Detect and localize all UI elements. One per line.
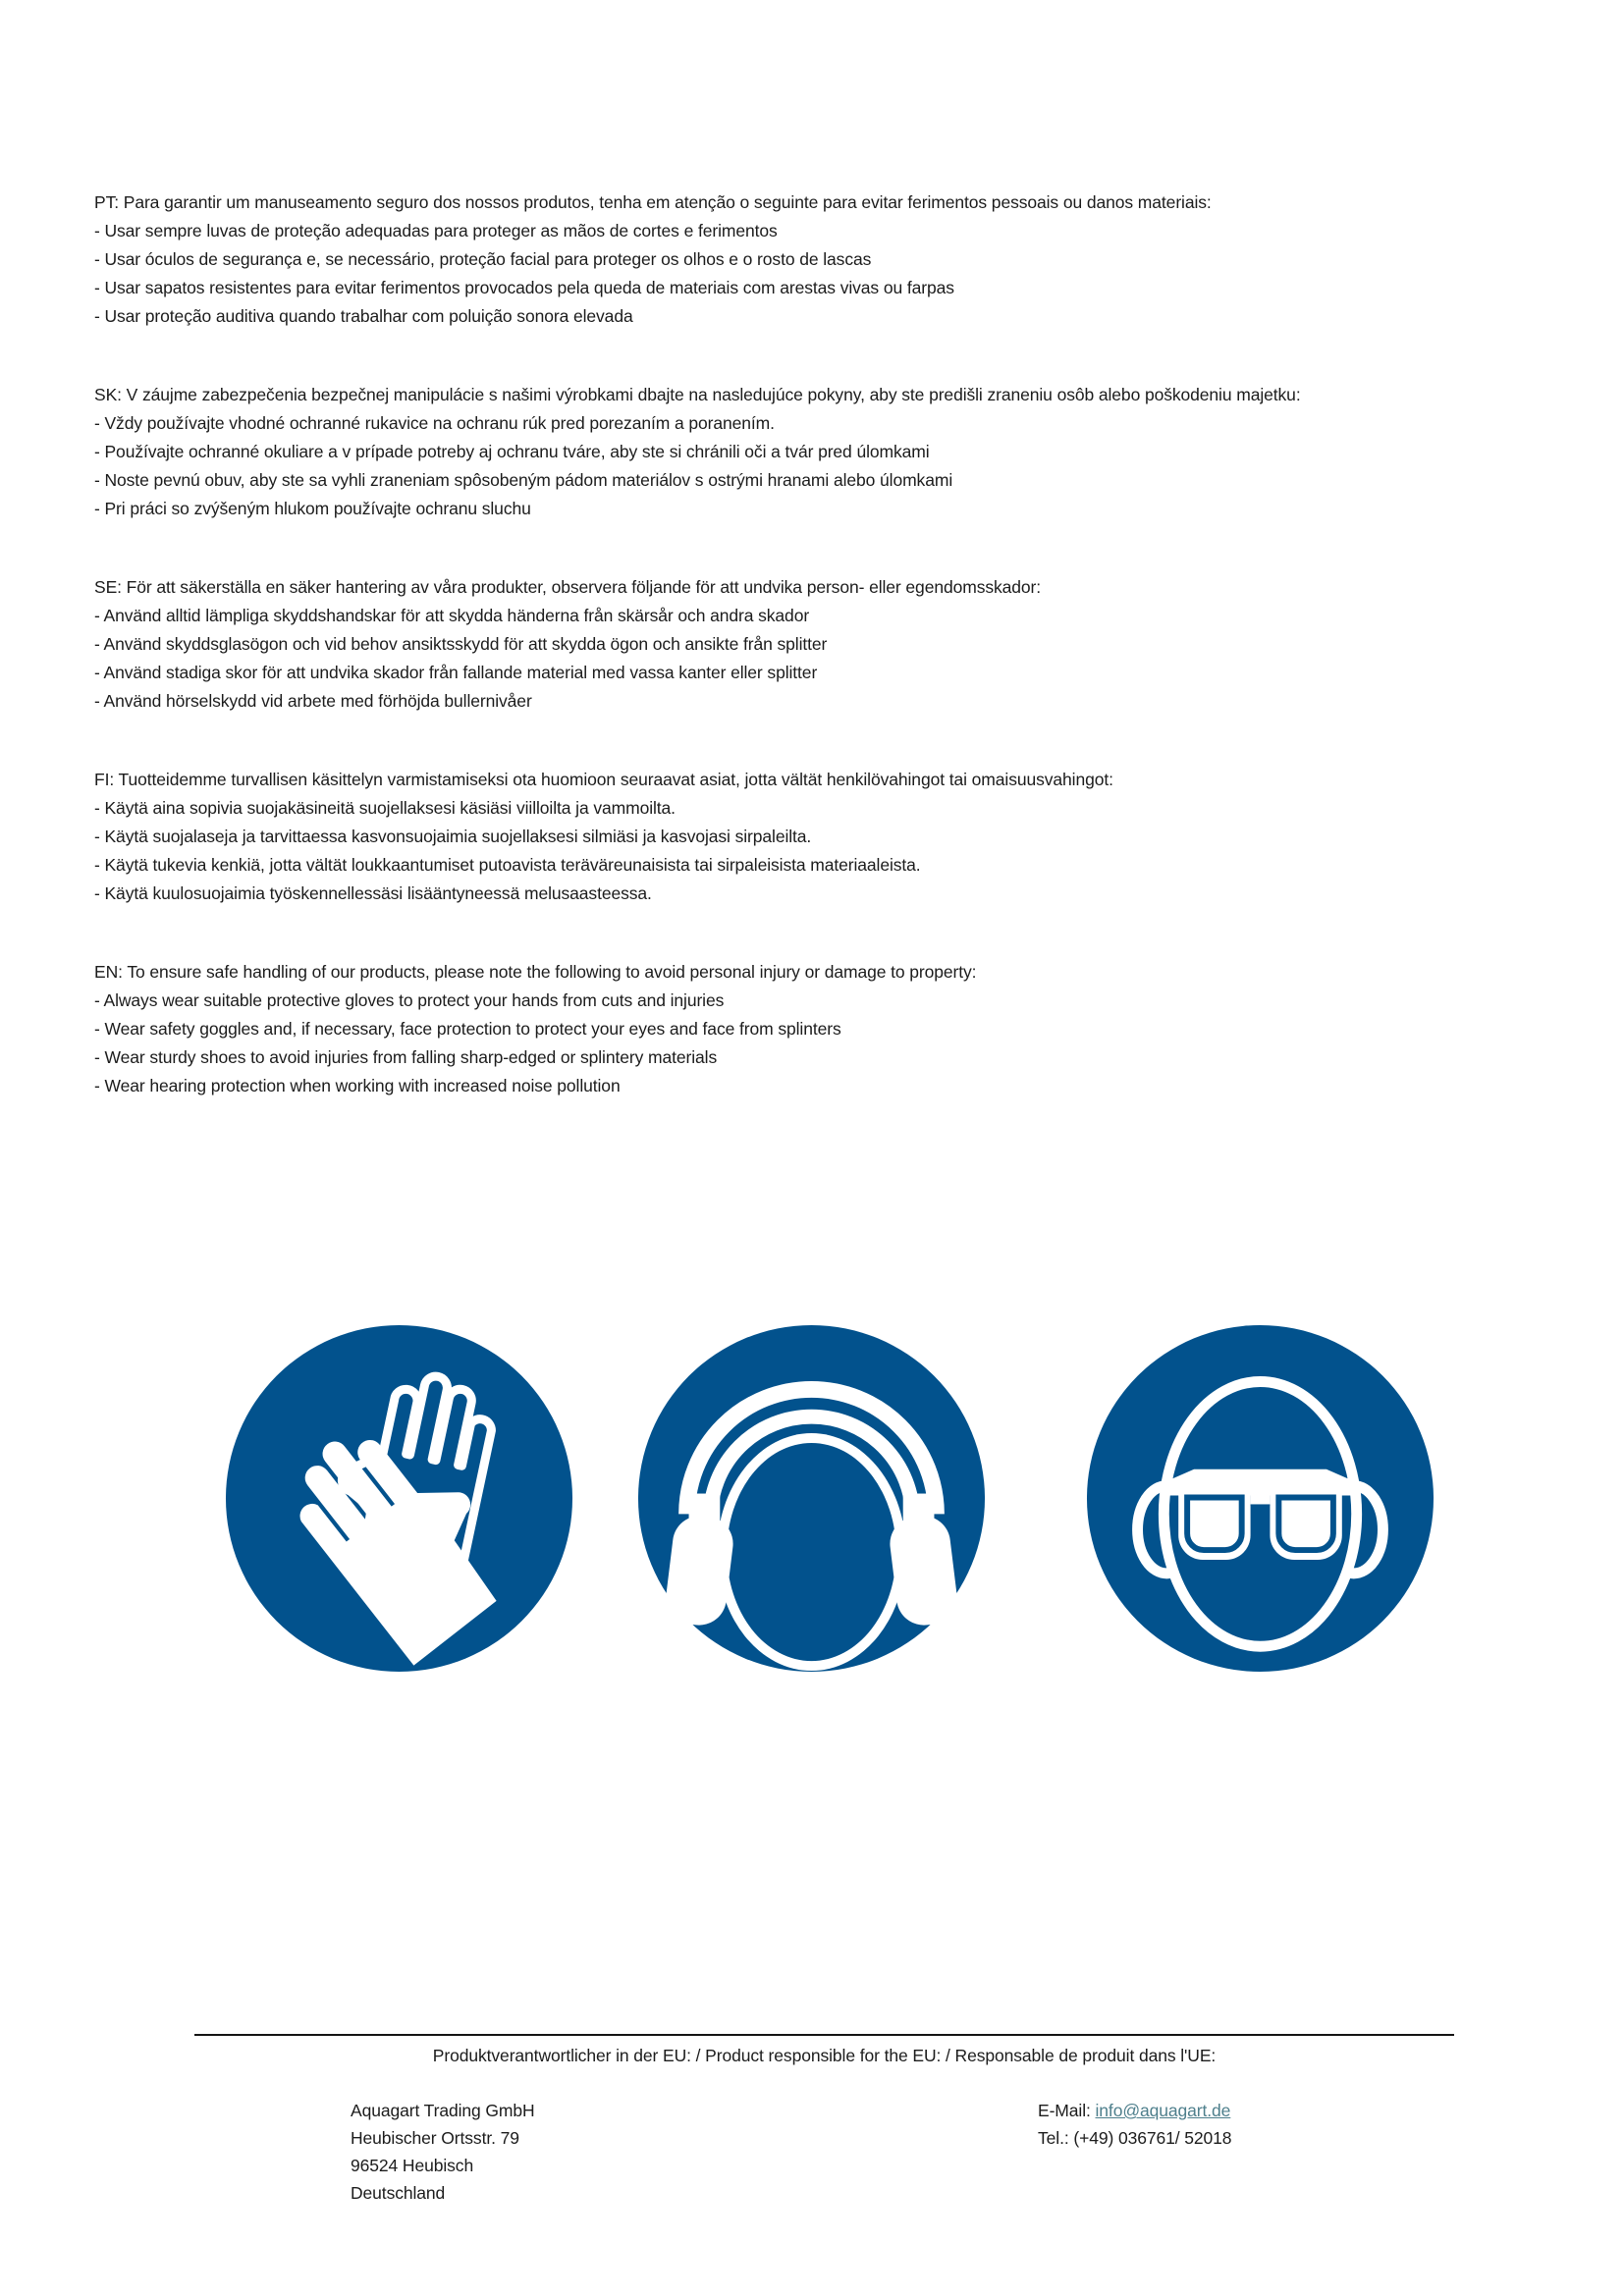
footer-divider — [194, 2034, 1454, 2036]
company-contact — [1038, 2097, 1231, 2152]
bullet-line: - Always wear suitable protective gloves to protect your hands from cuts and injuries — [94, 990, 725, 1010]
bullet-line: - Wear safety goggles and, if necessary, face protection to protect your eyes and face from splinters — [94, 1019, 841, 1039]
section-intro: SK: V záujme zabezpečenia bezpečnej manipulácie s našimi výrobkami dbajte na nasledujúce pokyny, aby ste predišli zraneniu osôb alebo poškodeniu majetku: — [94, 385, 1301, 404]
section-sk — [94, 381, 1498, 523]
bullet-line: - Používajte ochranné okuliare a v prípade potreby aj ochranu tváre, aby ste si chránili oči a tvár pred úlomkami — [94, 442, 930, 461]
section-fi — [94, 766, 1498, 908]
gloves-pictogram — [224, 1323, 574, 1674]
bullet-line: - Noste pevnú obuv, aby ste sa vyhli zraneniam spôsobeným pádom materiálov s ostrými hranami alebo úlomkami — [94, 470, 953, 490]
section-intro: FI: Tuotteidemme turvallisen käsittelyn varmistamiseksi ota huomioon seuraavat asiat, jotta vältät henkilövahingot tai omaisuusvahingot: — [94, 770, 1113, 789]
bullet-line: - Vždy používajte vhodné ochranné rukavice na ochranu rúk pred porezaním a poranením. — [94, 413, 775, 433]
bullet-line: - Käytä suojalaseja ja tarvittaessa kasvonsuojaimia suojellaksesi silmiäsi ja kasvojasi sirpaleilta. — [94, 827, 812, 846]
ear-protection-pictogram — [636, 1323, 987, 1674]
bullet-line: - Usar sapatos resistentes para evitar ferimentos provocados pela queda de materiais com arestas vivas ou farpas — [94, 278, 954, 297]
bullet-line: - Käytä kuulosuojaimia työskennellessäsi lisääntyneessä melusaasteessa. — [94, 883, 652, 903]
company-name: Aquagart Trading GmbH — [351, 2101, 535, 2120]
safety-text-sections — [94, 188, 1498, 1150]
wear-eye-protection-icon — [1085, 1323, 1435, 1674]
company-address — [351, 2097, 535, 2207]
email-link[interactable]: info@aquagart.de — [1095, 2101, 1231, 2120]
section-se — [94, 573, 1498, 716]
section-intro: SE: För att säkerställa en säker hantering av våra produkter, observera följande för att undvika person- eller egendomsskador: — [94, 577, 1042, 597]
email-line — [1038, 2097, 1231, 2124]
bullet-line: - Använd skyddsglasögon och vid behov ansiktsskydd för att skydda ögon och ansikte från splitter — [94, 634, 828, 654]
email-label: E-Mail: — [1038, 2101, 1096, 2120]
section-intro: EN: To ensure safe handling of our products, please note the following to avoid personal injury or damage to property: — [94, 962, 977, 982]
bullet-line: - Käytä tukevia kenkiä, jotta vältät loukkaantumiset putoavista teräväreunaisista tai sirpaleisista materiaaleista. — [94, 855, 921, 875]
footer-heading: Produktverantwortlicher in der EU: / Product responsible for the EU: / Responsable de produit dans l'UE: — [432, 2046, 1217, 2065]
section-pt — [94, 188, 1498, 331]
bullet-line: - Usar sempre luvas de proteção adequadas para proteger as mãos de cortes e ferimentos — [94, 221, 778, 240]
bullet-line: - Usar proteção auditiva quando trabalhar com poluição sonora elevada — [94, 306, 633, 326]
wear-ear-protection-icon — [636, 1323, 987, 1674]
section-en — [94, 958, 1498, 1100]
company-city: 96524 Heubisch — [351, 2156, 474, 2175]
eye-protection-pictogram — [1085, 1323, 1435, 1674]
company-street: Heubischer Ortsstr. 79 — [351, 2128, 519, 2148]
bullet-line: - Usar óculos de segurança e, se necessário, proteção facial para proteger os olhos e o rosto de lascas — [94, 249, 872, 269]
bullet-line: - Använd alltid lämpliga skyddshandskar för att skydda händerna från skärsår och andra skador — [94, 606, 810, 625]
bullet-line: - Wear hearing protection when working with increased noise pollution — [94, 1076, 621, 1095]
bullet-line: - Käytä aina sopivia suojakäsineitä suojellaksesi käsiäsi viilloilta ja vammoilta. — [94, 798, 676, 818]
phone-line: Tel.: (+49) 036761/ 52018 — [1038, 2128, 1232, 2148]
section-intro: PT: Para garantir um manuseamento seguro dos nossos produtos, tenha em atenção o seguinte para evitar ferimentos pessoais ou danos materiais: — [94, 192, 1212, 212]
bullet-line: - Pri práci so zvýšeným hlukom používajte ochranu sluchu — [94, 499, 531, 518]
bullet-line: - Använd stadiga skor för att undvika skador från fallande material med vassa kanter eller splitter — [94, 663, 818, 682]
wear-gloves-icon — [224, 1323, 574, 1674]
company-country: Deutschland — [351, 2183, 446, 2203]
bullet-line: - Använd hörselskydd vid arbete med förhöjda bullernivåer — [94, 691, 532, 711]
bullet-line: - Wear sturdy shoes to avoid injuries from falling sharp-edged or splintery materials — [94, 1047, 718, 1067]
